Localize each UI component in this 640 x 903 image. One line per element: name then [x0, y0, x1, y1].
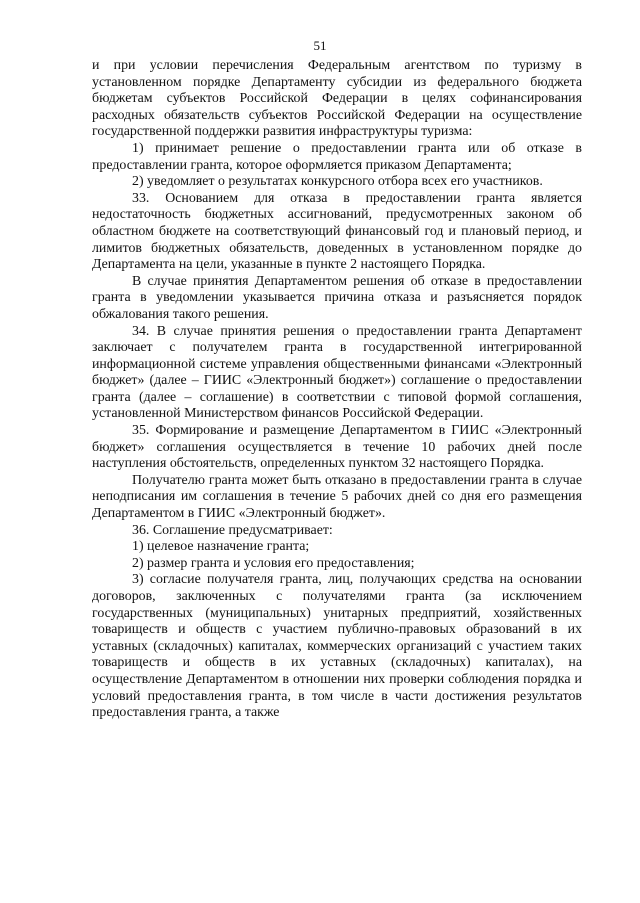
paragraph: 3) согласие получателя гранта, лиц, получающих средства на основании договоров, заключенных с получателями гранта (за исключением государственных (муниципальных) унитарных предприятий, хозяйственных товариществ и обществ с участием публично-правовых образований в их уставных (складочных) капиталах, коммерческих организаций с участием таких товариществ и обществ в их уставных (складочных) капиталах), на осуществление Департаментом в отношении них проверки соблюдения порядка и условий предоставления гранта, в том числе в части достижения результатов предоставления гранта, а также: [92, 572, 582, 721]
page-number: 51: [313, 38, 327, 53]
paragraph: 35. Формирование и размещение Департаментом в ГИИС «Электронный бюджет» соглашения осуществляется в течение 10 рабочих дней после наступления обстоятельств, определенных пунктом 32 настоящего Порядка.: [92, 423, 582, 472]
paragraph: и при условии перечисления Федеральным агентством по туризму в установленном порядке Департаменту субсидии из федерального бюджета бюджетам субъектов Российской Федерации в целях софинансирования расходных обязательств субъектов Российской Федерации на осуществление государственной поддержки развития инфраструктуры туризма:: [92, 58, 582, 140]
paragraph: 34. В случае принятия решения о предоставлении гранта Департамент заключает с получателем гранта в государственной интегрированной информационной системе управления общественными финансами «Электронный бюджет» (далее – ГИИС «Электронный бюджет») соглашение о предоставлении гранта (далее – соглашение) в соответствии с типовой формой соглашения, установленной Министерством финансов Российской Федерации.: [92, 323, 582, 422]
paragraph: 33. Основанием для отказа в предоставлении гранта является недостаточность бюджетных ассигнований, предусмотренных законом об областном бюджете на соответствующий финансовый год и плановый период, и лимитов бюджетных обязательств, доведенных в установленном порядке до Департамента на цели, указанные в пункте 2 настоящего Порядка.: [92, 190, 582, 273]
paragraph: 1) принимает решение о предоставлении гранта или об отказе в предоставлении гранта, которое оформляется приказом Департамента;: [92, 140, 582, 173]
paragraph: Получателю гранта может быть отказано в предоставлении гранта в случае неподписания им соглашения в течение 5 рабочих дней со дня его размещения Департаментом в ГИИС «Электронный бюджет».: [92, 472, 582, 522]
paragraph: 36. Соглашение предусматривает:: [132, 522, 333, 538]
document-body: [92, 58, 582, 722]
paragraph: В случае принятия Департаментом решения об отказе в предоставлении гранта в уведомлении указывается причина отказа и разъясняется порядок обжалования такого решения.: [92, 273, 582, 322]
paragraph: 2) уведомляет о результатах конкурсного отбора всех его участников.: [132, 174, 543, 190]
paragraph: 1) целевое назначение гранта;: [132, 539, 310, 555]
paragraph: 2) размер гранта и условия его предоставления;: [132, 555, 415, 571]
